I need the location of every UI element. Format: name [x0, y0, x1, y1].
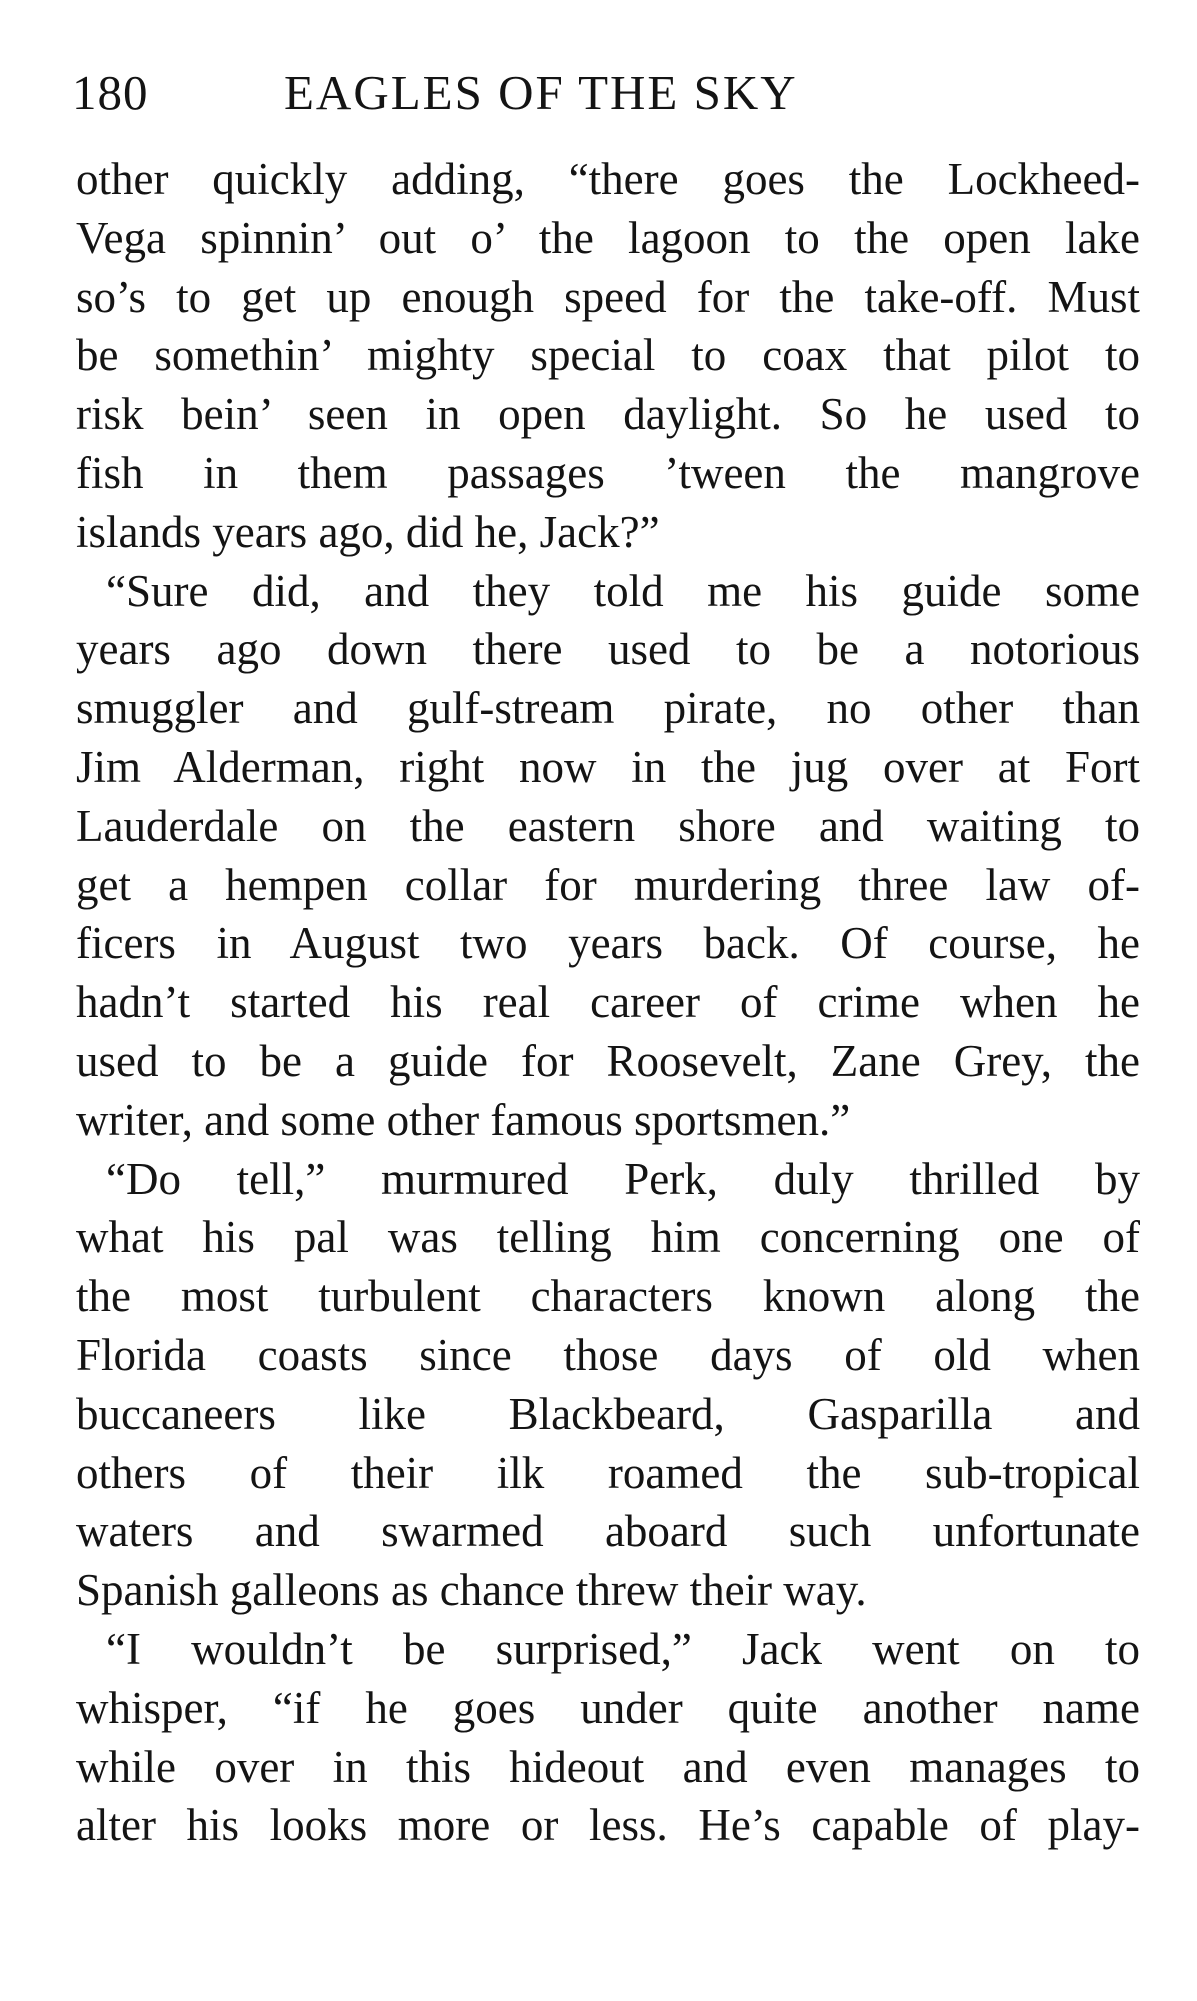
- text-line: “Do tell,” murmured Perk, duly thrilled by: [106, 1153, 1140, 1204]
- body-text: [76, 150, 1140, 1855]
- text-line: be somethin’ mighty special to coax that pilot to: [76, 330, 1140, 381]
- text-line: risk bein’ seen in open daylight. So he used to: [76, 389, 1140, 440]
- text-line: used to be a guide for Roosevelt, Zane Grey, the: [76, 1035, 1140, 1086]
- text-line: alter his looks more or less. He’s capable of play-: [76, 1800, 1140, 1851]
- text-line: “Sure did, and they told me his guide some: [106, 565, 1140, 616]
- text-line: fish in them passages ’tween the mangrove: [76, 447, 1140, 498]
- running-title: EAGLES OF THE SKY: [284, 65, 798, 120]
- text-line: Florida coasts since those days of old when: [76, 1329, 1140, 1380]
- text-line: get a hempen collar for murdering three law of-: [76, 859, 1140, 910]
- text-line: islands years ago, did he, Jack?”: [76, 506, 660, 557]
- text-line: so’s to get up enough speed for the take-off. Must: [76, 271, 1140, 322]
- text-line: writer, and some other famous sportsmen.”: [76, 1094, 851, 1145]
- text-line: years ago down there used to be a notorious: [76, 624, 1140, 675]
- text-line: “I wouldn’t be surprised,” Jack went on to: [106, 1623, 1140, 1674]
- text-line: Vega spinnin’ out o’ the lagoon to the open lake: [76, 212, 1140, 263]
- text-line: ficers in August two years back. Of course, he: [76, 918, 1140, 969]
- page-number: 180: [72, 65, 149, 120]
- page-header: [72, 58, 1132, 128]
- text-line: buccaneers like Blackbeard, Gasparilla and: [76, 1388, 1140, 1439]
- text-line: smuggler and gulf-stream pirate, no other than: [76, 683, 1140, 734]
- text-line: what his pal was telling him concerning one of: [76, 1212, 1140, 1263]
- text-line: hadn’t started his real career of crime when he: [76, 977, 1140, 1028]
- text-line: whisper, “if he goes under quite another name: [76, 1682, 1140, 1733]
- text-line: Lauderdale on the eastern shore and waiting to: [76, 800, 1140, 851]
- text-line: other quickly adding, “there goes the Lockheed-: [76, 154, 1140, 204]
- text-line: others of their ilk roamed the sub-tropical: [76, 1447, 1140, 1498]
- text-line: waters and swarmed aboard such unfortunate: [76, 1506, 1140, 1557]
- text-line: Jim Alderman, right now in the jug over at Fort: [76, 741, 1140, 792]
- text-line: while over in this hideout and even manages to: [76, 1741, 1140, 1792]
- text-line: the most turbulent characters known along the: [76, 1271, 1140, 1322]
- text-line: Spanish galleons as chance threw their way.: [76, 1565, 867, 1616]
